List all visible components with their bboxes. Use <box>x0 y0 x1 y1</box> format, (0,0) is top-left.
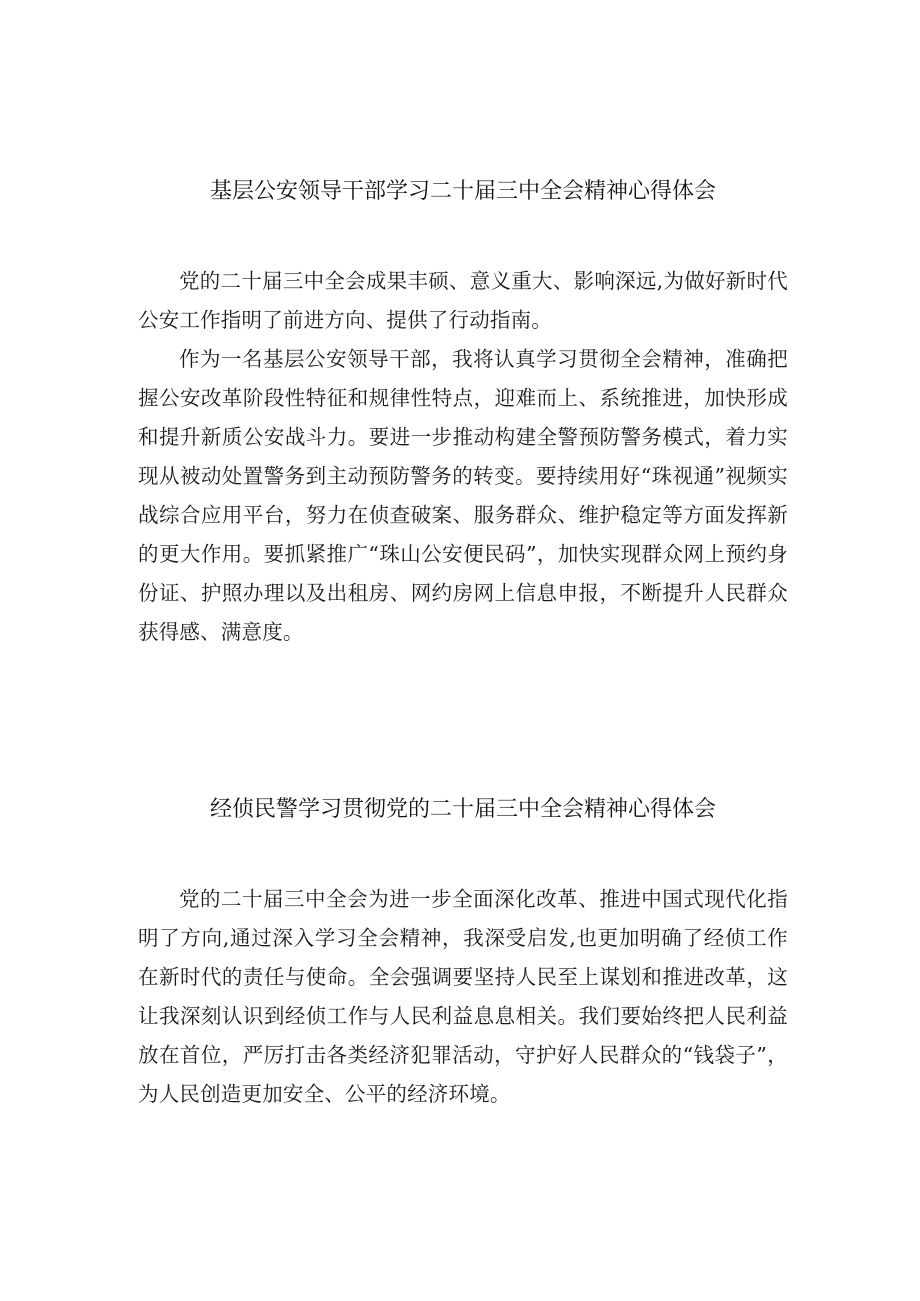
article-paragraph: 党的二十届三中全会为进一步全面深化改革、推进中国式现代化指明了方向,通过深入学习全会精神，我深受启发,也更加明确了经侦工作在新时代的责任与使命。全会强调要坚持人民至上谋划和推进改革，这让我深刻认识到经侦工作与人民利益息息相关。我们要始终把人民利益放在首位，严厉打击各类经济犯罪活动，守护好人民群众的“钱袋子”，为人民创造更加安全、公平的经济环境。 <box>138 887 788 1106</box>
article-body <box>138 880 788 1114</box>
article-paragraph: 作为一名基层公安领导干部，我将认真学习贯彻全会精神，准确把握公安改革阶段性特征和规律性特点，迎难而上、系统推进，加快形成和提升新质公安战斗力。要进一步推动构建全警预防警务模式，着力实现从被动处置警务到主动预防警务的转变。要持续用好“珠视通”视频实战综合应用平台，努力在侦查破案、服务群众、维护稳定等方面发挥新的更大作用。要抓紧推广“珠山公安便民码”，加快实现群众网上预约身份证、护照办理以及出租房、网约房网上信息申报，不断提升人民群众获得感、满意度。 <box>138 347 788 644</box>
article-police-leader <box>138 170 788 652</box>
article-body <box>138 262 788 652</box>
article-economic-police <box>138 788 788 1114</box>
article-title: 基层公安领导干部学习二十届三中全会精神心得体会 <box>209 179 716 204</box>
article-paragraph: 党的二十届三中全会成果丰硕、意义重大、影响深远,为做好新时代公安工作指明了前进方向、提供了行动指南。 <box>138 269 788 332</box>
article-title: 经侦民警学习贯彻党的二十届三中全会精神心得体会 <box>209 797 716 822</box>
